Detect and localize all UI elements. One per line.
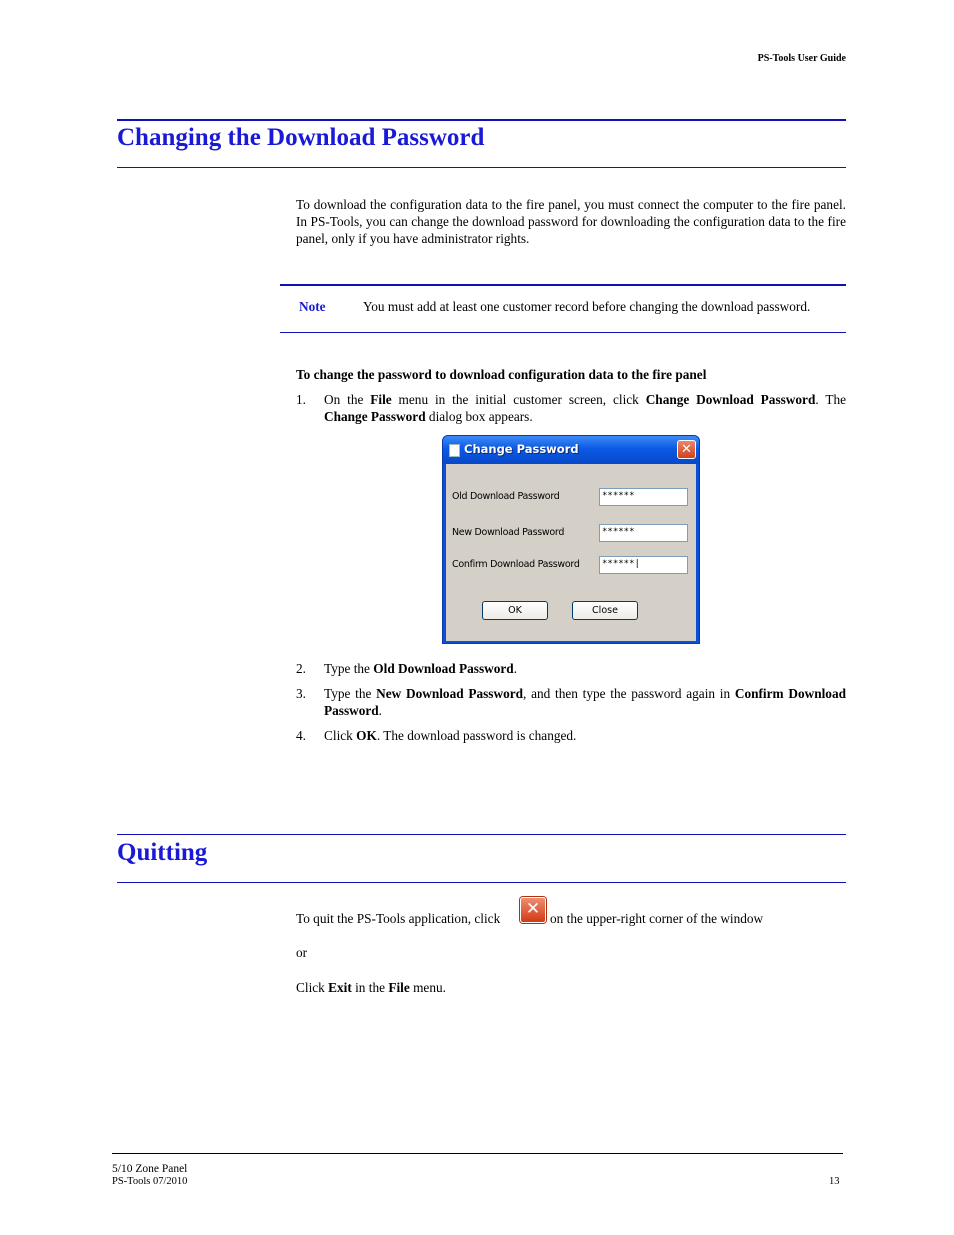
section-rule-bottom: [117, 882, 846, 883]
section-rule-top: [117, 119, 846, 121]
footer-doc: PS-Tools 07/2010: [112, 1176, 188, 1187]
section-rule-top: [117, 834, 846, 835]
old-password-label: Old Download Password: [452, 491, 560, 502]
intro-paragraph: To download the configuration data to the fire panel, you must connect the computer to the fire panel. In PS-Tools, you can change the download password for downloading the configuration data to the fire panel, only if you have administrator rights.: [296, 197, 846, 246]
dialog-body: [446, 464, 696, 641]
procedure-title: To change the password to download configuration data to the fire panel: [296, 367, 707, 382]
note-rule-bottom: [280, 332, 846, 333]
exit-instruction: [296, 980, 446, 996]
step-text-part: Type the: [324, 686, 377, 701]
dialog-title: Change Password: [464, 442, 579, 456]
footer-product: 5/10 Zone Panel: [112, 1163, 188, 1175]
note-label: Note: [299, 299, 326, 314]
old-password-input[interactable]: ******: [599, 488, 688, 506]
step-text-bold: Change Download Password: [645, 392, 816, 407]
step-number: 3.: [296, 686, 306, 701]
change-password-dialog: [442, 435, 700, 644]
new-password-label: New Download Password: [452, 527, 565, 538]
step-text-bold: Old Download Password: [373, 661, 514, 676]
step-text-bold: Confirm Download Password: [324, 686, 846, 718]
close-button[interactable]: Close: [572, 601, 638, 620]
step-number: 4.: [296, 728, 306, 743]
step-2: [296, 660, 846, 677]
footer-rule: [112, 1153, 843, 1154]
close-icon[interactable]: ✕: [677, 440, 696, 459]
or-text: or: [296, 945, 308, 960]
step-number: 2.: [296, 661, 306, 676]
note-text: You must add at least one customer record before changing the download password.: [363, 299, 811, 314]
exit-text-bold: Exit: [328, 980, 352, 995]
step-text-bold: File: [370, 392, 392, 407]
exit-text-part: Click: [296, 980, 329, 995]
close-icon: ✕: [520, 897, 546, 923]
step-text-bold: OK: [356, 728, 377, 743]
dialog-title-bar: [443, 436, 699, 464]
step-number: 1.: [296, 392, 306, 407]
exit-text-part: in the: [351, 980, 389, 995]
step-3: [296, 685, 846, 719]
step-text-part: , and then type the password again in: [523, 686, 735, 701]
step-text-part: menu in the initial customer screen, click: [391, 392, 646, 407]
step-text-bold: Change Password: [324, 409, 426, 424]
section-title-download-password: Changing the Download Password: [117, 124, 485, 151]
step-text-part: Click: [324, 728, 357, 743]
exit-text-bold: File: [388, 980, 410, 995]
document-icon: [449, 444, 460, 457]
step-text: [324, 391, 846, 425]
step-4: [296, 727, 846, 744]
quit-instruction-before: To quit the PS-Tools application, click: [296, 911, 501, 926]
step-text-part: Type the: [324, 661, 374, 676]
section-title-quitting: Quitting: [117, 839, 208, 866]
page-number: 13: [829, 1176, 840, 1187]
section-rule-bottom: [117, 167, 846, 168]
quit-instruction-after: on the upper-right corner of the window: [550, 911, 764, 926]
step-text: [324, 685, 846, 719]
step-text-part: .: [513, 661, 518, 676]
step-text: [324, 727, 846, 744]
note-rule-top: [280, 284, 846, 286]
new-password-input[interactable]: ******: [599, 524, 688, 542]
step-text-part: On the: [324, 392, 371, 407]
step-text-part: . The: [815, 392, 846, 407]
confirm-password-label: Confirm Download Password: [452, 559, 580, 570]
step-text-part: . The download password is changed.: [376, 728, 577, 743]
step-text-part: .: [378, 703, 382, 718]
step-text-bold: New Download Password: [376, 686, 524, 701]
step-text-part: dialog box appears.: [425, 409, 533, 424]
step-1: [296, 391, 846, 425]
exit-text-part: menu.: [409, 980, 446, 995]
ok-button[interactable]: OK: [482, 601, 548, 620]
running-header: PS-Tools User Guide: [757, 53, 846, 64]
step-text: [324, 660, 846, 677]
confirm-password-input[interactable]: ******|: [599, 556, 688, 574]
